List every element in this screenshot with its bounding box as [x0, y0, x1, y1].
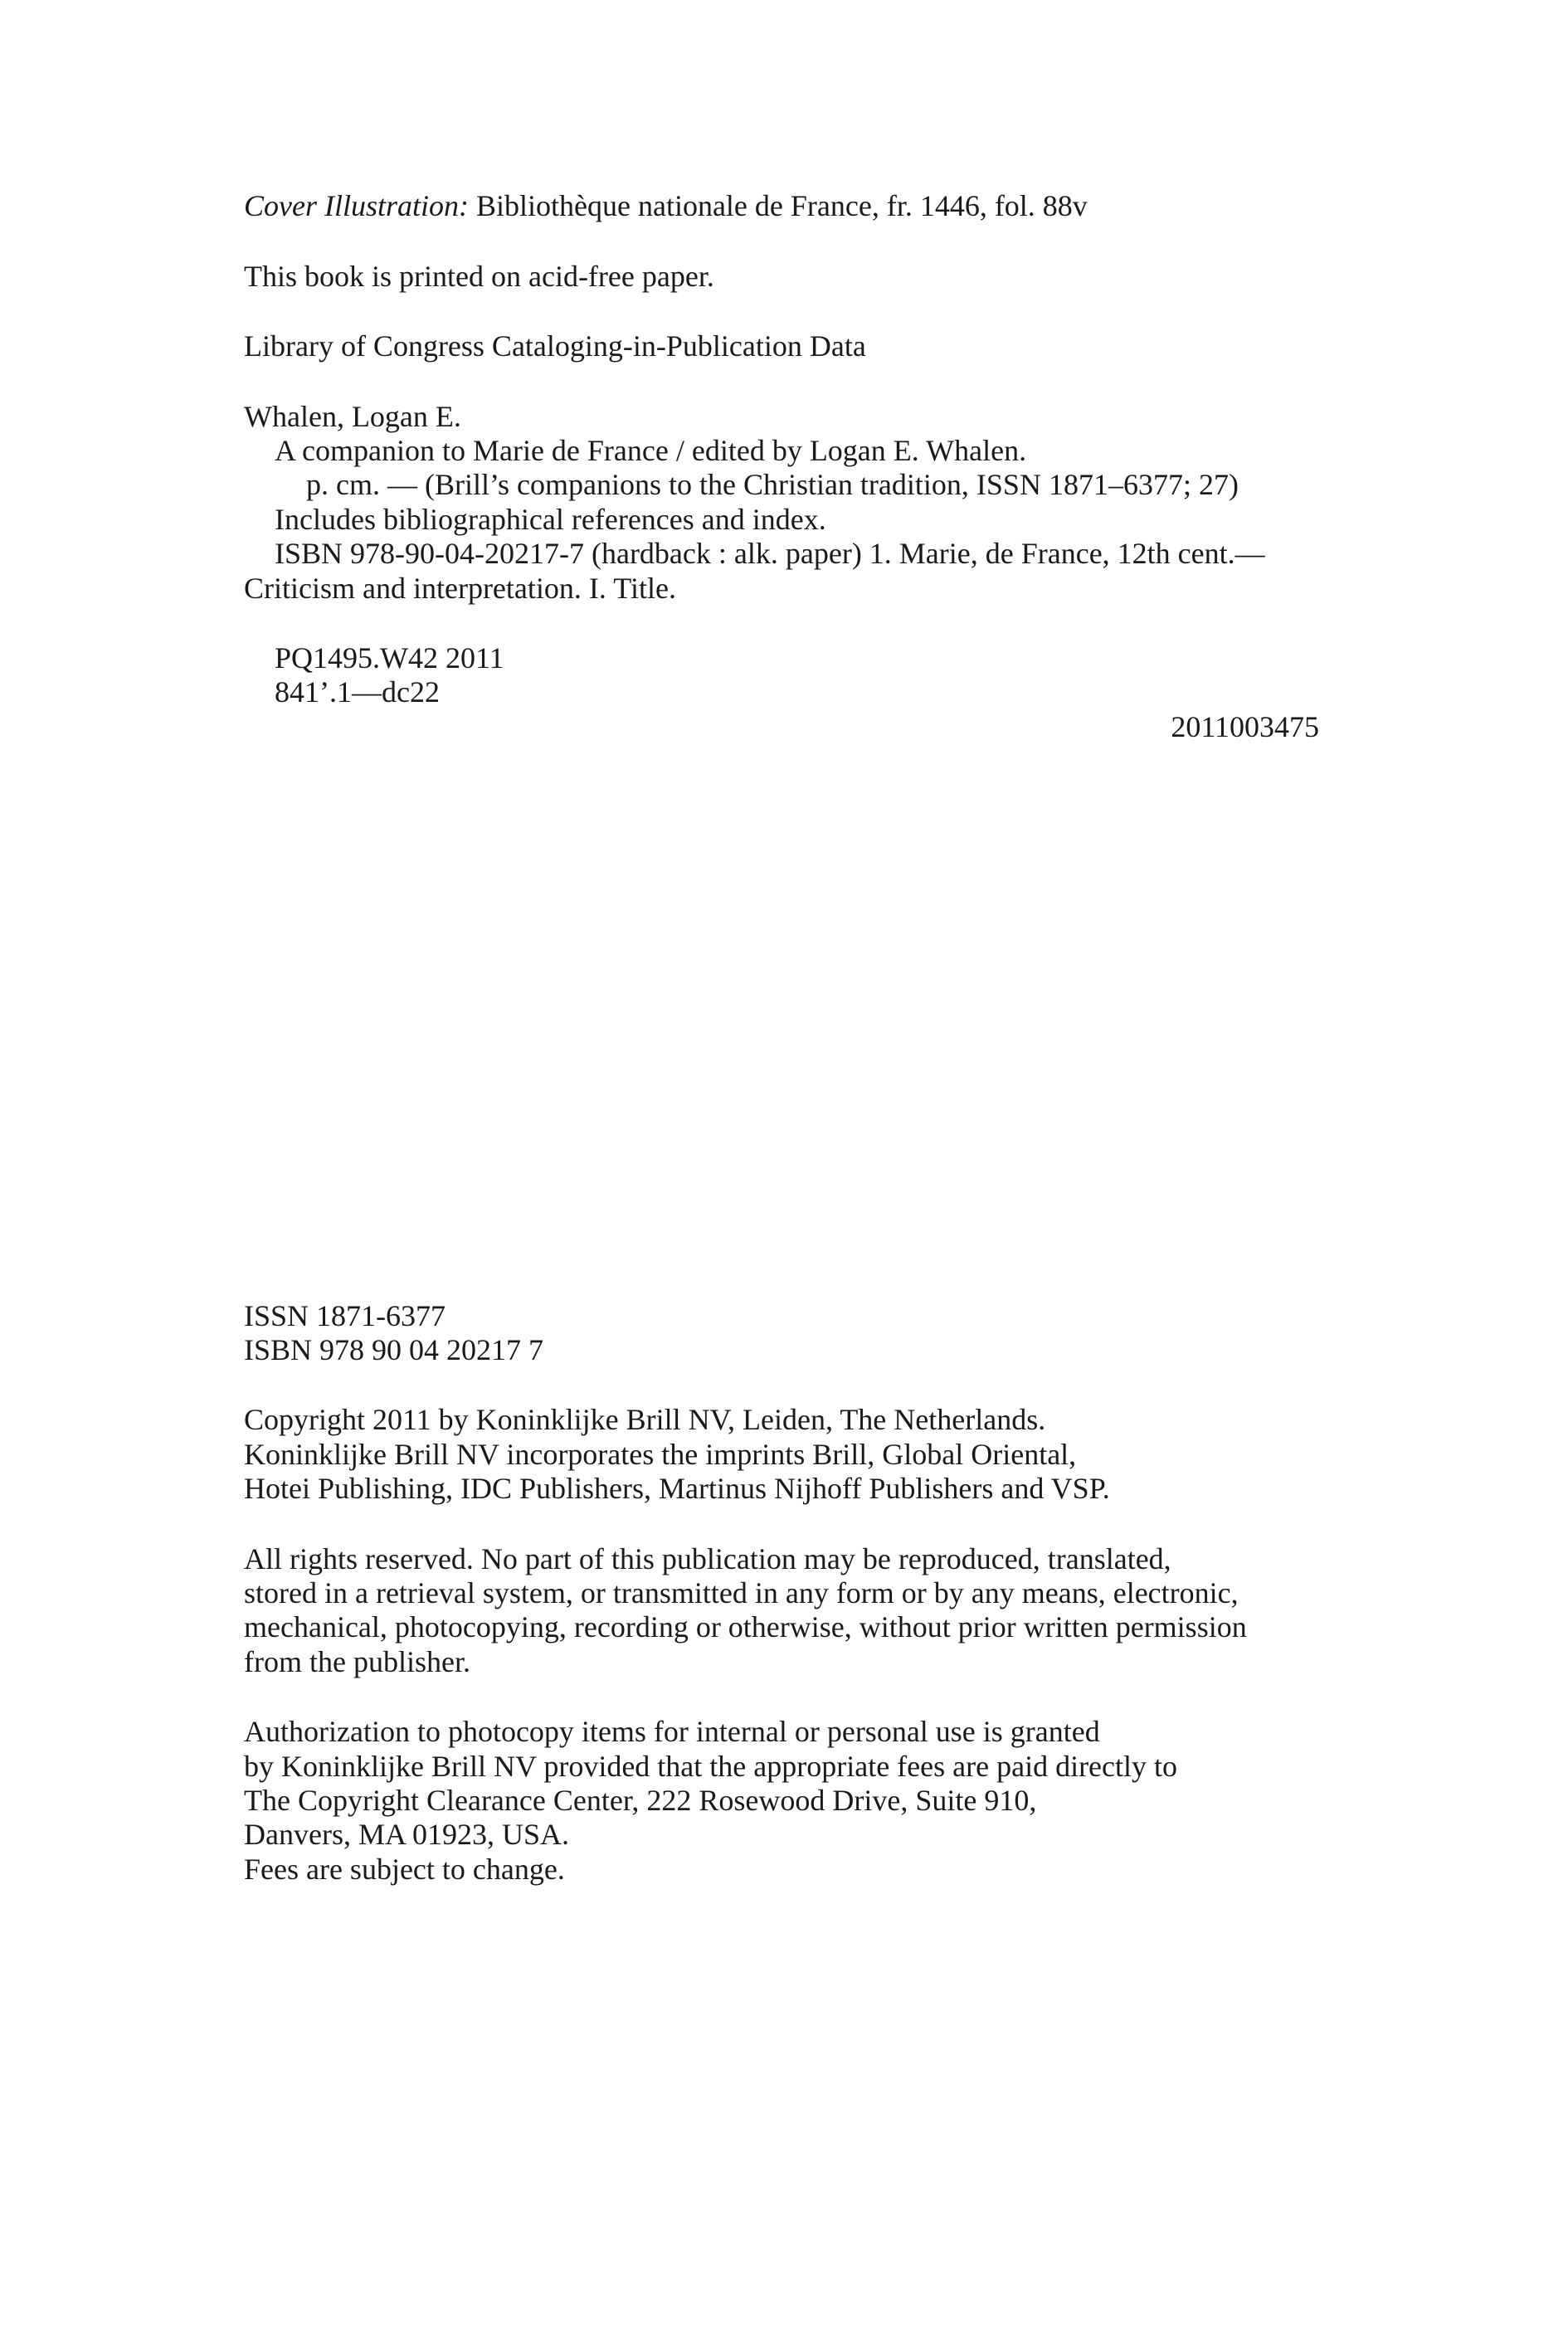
cip-dewey-number: 841’.1—dc22 — [275, 675, 440, 709]
copyright-line-1: Copyright 2011 by Koninklijke Brill NV, Leiden, The Netherlands. — [244, 1403, 1046, 1436]
rights-line-2: stored in a retrieval system, or transmitted in any form or by any means, electronic, — [244, 1576, 1239, 1609]
cover-illustration-text: Bibliothèque nationale de France, fr. 1446, fol. 88v — [468, 189, 1088, 222]
issn-identifier: ISSN 1871-6377 — [244, 1299, 446, 1332]
rights-line-1: All rights reserved. No part of this publication may be reproduced, translated, — [244, 1542, 1171, 1575]
cip-title-line: A companion to Marie de France / edited by Logan E. Whalen. — [275, 434, 1027, 467]
cip-subject-continuation: Criticism and interpretation. I. Title. — [244, 572, 676, 605]
cip-author: Whalen, Logan E. — [244, 400, 461, 433]
authorization-line-3: The Copyright Clearance Center, 222 Rosewood Drive, Suite 910, — [244, 1784, 1037, 1817]
rights-line-4: from the publisher. — [244, 1645, 470, 1678]
authorization-line-4: Danvers, MA 01923, USA. — [244, 1818, 569, 1851]
cover-illustration-credit — [244, 189, 1088, 223]
cover-illustration-label: Cover Illustration: — [244, 189, 469, 222]
cip-isbn-line: ISBN 978-90-04-20217-7 (hardback : alk. paper) 1. Marie, de France, 12th cent.— — [275, 537, 1265, 570]
cip-call-number: PQ1495.W42 2011 — [275, 641, 504, 674]
copyright-line-3: Hotei Publishing, IDC Publishers, Martinus Nijhoff Publishers and VSP. — [244, 1472, 1110, 1505]
acid-free-paper-note: This book is printed on acid-free paper. — [244, 260, 714, 293]
authorization-line-2: by Koninklijke Brill NV provided that the appropriate fees are paid directly to — [244, 1750, 1178, 1783]
copyright-line-2: Koninklijke Brill NV incorporates the imprints Brill, Global Oriental, — [244, 1438, 1077, 1471]
authorization-line-5: Fees are subject to change. — [244, 1853, 565, 1886]
cip-bibliography-line: Includes bibliographical references and index. — [275, 503, 826, 536]
cip-series-line: p. cm. — (Brill’s companions to the Christian tradition, ISSN 1871–6377; 27) — [306, 468, 1239, 501]
cip-heading: Library of Congress Cataloging-in-Publication Data — [244, 329, 866, 363]
cip-lccn: 2011003475 — [1171, 710, 1319, 743]
authorization-line-1: Authorization to photocopy items for internal or personal use is granted — [244, 1715, 1100, 1748]
rights-line-3: mechanical, photocopying, recording or otherwise, without prior written permission — [244, 1610, 1247, 1643]
isbn-identifier: ISBN 978 90 04 20217 7 — [244, 1333, 544, 1366]
